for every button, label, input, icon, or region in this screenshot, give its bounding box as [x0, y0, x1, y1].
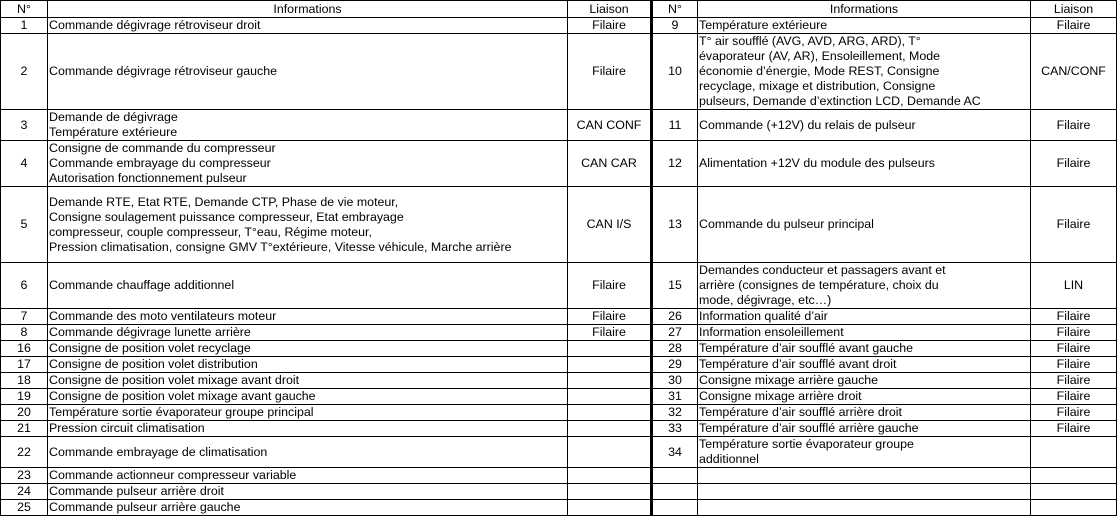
- left-num-cell: 23: [1, 468, 48, 484]
- table-row: [1, 309, 1117, 325]
- table-row: [1, 405, 1117, 421]
- left-liaison-cell: [568, 500, 652, 516]
- right-liaison-cell: Filaire: [1031, 405, 1117, 421]
- table-row: [1, 110, 1117, 141]
- table-row: [1, 484, 1117, 500]
- right-num-cell: 29: [652, 357, 698, 373]
- table-row: [1, 263, 1117, 309]
- right-info-cell: Température extérieure: [698, 18, 1031, 34]
- right-info-cell: Température d’air soufflé arrière droit: [698, 405, 1031, 421]
- right-num-cell: 28: [652, 341, 698, 357]
- header-num-right: N°: [652, 1, 698, 18]
- header-liaison-right: Liaison: [1031, 1, 1117, 18]
- right-num-cell: 34: [652, 437, 698, 468]
- left-num-cell: 4: [1, 141, 48, 187]
- table-body: [1, 18, 1117, 516]
- right-liaison-cell: Filaire: [1031, 341, 1117, 357]
- left-info-cell: Demande de dégivrage Température extérieure: [48, 110, 568, 141]
- header-liaison-left: Liaison: [568, 1, 652, 18]
- left-liaison-cell: [568, 437, 652, 468]
- left-liaison-cell: Filaire: [568, 263, 652, 309]
- right-info-cell: Commande (+12V) du relais de pulseur: [698, 110, 1031, 141]
- right-num-cell: 11: [652, 110, 698, 141]
- right-info-cell: Information qualité d’air: [698, 309, 1031, 325]
- right-liaison-cell: [1031, 500, 1117, 516]
- right-num-cell: [652, 484, 698, 500]
- right-num-cell: [652, 500, 698, 516]
- left-info-cell: Pression circuit climatisation: [48, 421, 568, 437]
- right-liaison-cell: [1031, 468, 1117, 484]
- left-liaison-cell: [568, 421, 652, 437]
- right-info-cell: [698, 484, 1031, 500]
- right-info-cell: Consigne mixage arrière droit: [698, 389, 1031, 405]
- left-num-cell: 24: [1, 484, 48, 500]
- table-row: [1, 357, 1117, 373]
- right-liaison-cell: CAN/CONF: [1031, 34, 1117, 110]
- right-num-cell: 13: [652, 187, 698, 263]
- right-num-cell: [652, 468, 698, 484]
- left-info-cell: Consigne de position volet recyclage: [48, 341, 568, 357]
- left-info-cell: Commande embrayage de climatisation: [48, 437, 568, 468]
- left-liaison-cell: [568, 468, 652, 484]
- right-info-cell: Température d’air soufflé avant droit: [698, 357, 1031, 373]
- left-liaison-cell: CAN CONF: [568, 110, 652, 141]
- left-info-cell: Consigne de commande du compresseur Commande embrayage du compresseur Autorisation fonctionnement pulseur: [48, 141, 568, 187]
- header-num-left: N°: [1, 1, 48, 18]
- right-num-cell: 9: [652, 18, 698, 34]
- table-row: [1, 500, 1117, 516]
- right-num-cell: 15: [652, 263, 698, 309]
- right-liaison-cell: Filaire: [1031, 110, 1117, 141]
- left-num-cell: 20: [1, 405, 48, 421]
- right-liaison-cell: [1031, 484, 1117, 500]
- table-row: [1, 421, 1117, 437]
- left-liaison-cell: Filaire: [568, 34, 652, 110]
- left-liaison-cell: [568, 341, 652, 357]
- right-liaison-cell: [1031, 437, 1117, 468]
- right-num-cell: 33: [652, 421, 698, 437]
- left-info-cell: Consigne de position volet mixage avant gauche: [48, 389, 568, 405]
- left-info-cell: Commande dégivrage rétroviseur droit: [48, 18, 568, 34]
- left-info-cell: Demande RTE, Etat RTE, Demande CTP, Phase de vie moteur, Consigne soulagement puissance compresseur, Etat embrayage compresseur, couple compresseur, T°eau, Régime moteur, Pression climatisation, consigne GMV T°extérieure, Vitesse véhicule, Marche arrière: [48, 187, 568, 263]
- table-row: [1, 34, 1117, 110]
- right-liaison-cell: Filaire: [1031, 187, 1117, 263]
- left-info-cell: Commande actionneur compresseur variable: [48, 468, 568, 484]
- left-num-cell: 17: [1, 357, 48, 373]
- left-liaison-cell: Filaire: [568, 18, 652, 34]
- table-row: [1, 437, 1117, 468]
- right-num-cell: 32: [652, 405, 698, 421]
- right-info-cell: [698, 500, 1031, 516]
- right-info-cell: Température d’air soufflé arrière gauche: [698, 421, 1031, 437]
- left-info-cell: Commande pulseur arrière droit: [48, 484, 568, 500]
- header-info-left: Informations: [48, 1, 568, 18]
- left-num-cell: 6: [1, 263, 48, 309]
- table-row: [1, 389, 1117, 405]
- left-info-cell: Commande pulseur arrière gauche: [48, 500, 568, 516]
- right-num-cell: 26: [652, 309, 698, 325]
- table-row: [1, 141, 1117, 187]
- left-info-cell: Consigne de position volet distribution: [48, 357, 568, 373]
- left-num-cell: 1: [1, 18, 48, 34]
- right-num-cell: 27: [652, 325, 698, 341]
- table-row: [1, 341, 1117, 357]
- right-info-cell: Température sortie évaporateur groupe additionnel: [698, 437, 1031, 468]
- right-liaison-cell: Filaire: [1031, 389, 1117, 405]
- right-info-cell: Information ensoleillement: [698, 325, 1031, 341]
- left-liaison-cell: [568, 357, 652, 373]
- right-num-cell: 10: [652, 34, 698, 110]
- left-info-cell: Commande des moto ventilateurs moteur: [48, 309, 568, 325]
- table-row: [1, 187, 1117, 263]
- left-info-cell: Commande chauffage additionnel: [48, 263, 568, 309]
- left-liaison-cell: Filaire: [568, 309, 652, 325]
- left-num-cell: 7: [1, 309, 48, 325]
- right-liaison-cell: LIN: [1031, 263, 1117, 309]
- left-liaison-cell: [568, 373, 652, 389]
- left-num-cell: 18: [1, 373, 48, 389]
- left-num-cell: 21: [1, 421, 48, 437]
- left-info-cell: Commande dégivrage lunette arrière: [48, 325, 568, 341]
- left-num-cell: 22: [1, 437, 48, 468]
- left-info-cell: Consigne de position volet mixage avant droit: [48, 373, 568, 389]
- header-info-right: Informations: [698, 1, 1031, 18]
- right-info-cell: Commande du pulseur principal: [698, 187, 1031, 263]
- left-liaison-cell: [568, 389, 652, 405]
- right-liaison-cell: Filaire: [1031, 421, 1117, 437]
- right-info-cell: [698, 468, 1031, 484]
- table-row: [1, 325, 1117, 341]
- left-liaison-cell: [568, 405, 652, 421]
- left-liaison-cell: CAN I/S: [568, 187, 652, 263]
- right-liaison-cell: Filaire: [1031, 18, 1117, 34]
- table-row: [1, 18, 1117, 34]
- right-liaison-cell: Filaire: [1031, 373, 1117, 389]
- right-info-cell: T° air soufflé (AVG, AVD, ARG, ARD), T° évaporateur (AV, AR), Ensoleillement, Mode économie d’énergie, Mode REST, Consigne recyclage, mixage et distribution, Consigne pulseurs, Demande d’extinction LCD, Demande AC: [698, 34, 1031, 110]
- right-liaison-cell: Filaire: [1031, 325, 1117, 341]
- right-num-cell: 12: [652, 141, 698, 187]
- header-row: [1, 1, 1117, 18]
- left-num-cell: 16: [1, 341, 48, 357]
- right-num-cell: 31: [652, 389, 698, 405]
- table-row: [1, 468, 1117, 484]
- right-liaison-cell: Filaire: [1031, 141, 1117, 187]
- left-num-cell: 25: [1, 500, 48, 516]
- left-liaison-cell: Filaire: [568, 325, 652, 341]
- left-num-cell: 8: [1, 325, 48, 341]
- right-info-cell: Demandes conducteur et passagers avant et arrière (consignes de température, choix du mode, dégivrage, etc…): [698, 263, 1031, 309]
- table-row: [1, 373, 1117, 389]
- right-num-cell: 30: [652, 373, 698, 389]
- left-num-cell: 3: [1, 110, 48, 141]
- left-info-cell: Température sortie évaporateur groupe principal: [48, 405, 568, 421]
- left-num-cell: 19: [1, 389, 48, 405]
- right-liaison-cell: Filaire: [1031, 357, 1117, 373]
- left-num-cell: 2: [1, 34, 48, 110]
- right-info-cell: Température d’air soufflé avant gauche: [698, 341, 1031, 357]
- left-liaison-cell: [568, 484, 652, 500]
- left-num-cell: 5: [1, 187, 48, 263]
- right-liaison-cell: Filaire: [1031, 309, 1117, 325]
- left-info-cell: Commande dégivrage rétroviseur gauche: [48, 34, 568, 110]
- right-info-cell: Consigne mixage arrière gauche: [698, 373, 1031, 389]
- right-info-cell: Alimentation +12V du module des pulseurs: [698, 141, 1031, 187]
- left-liaison-cell: CAN CAR: [568, 141, 652, 187]
